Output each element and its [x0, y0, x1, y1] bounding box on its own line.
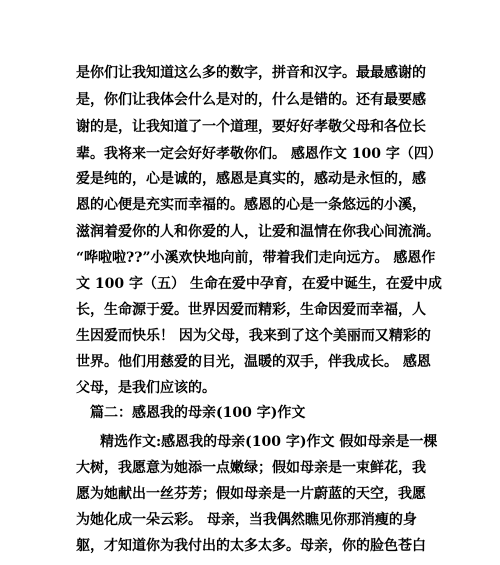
text-line: 是，你们让我体会什么是对的，什么是错的。还有最要感	[76, 92, 426, 108]
section-heading: 篇二：感恩我的母亲(100 字)作文	[90, 405, 306, 421]
text-line: 世界。他们用慈爱的目光，温暖的双手，伴我成长。 感恩	[76, 354, 431, 370]
text-line: “哗啦啦??”小溪欢快地向前，带着我们走向远方。 感恩作	[76, 250, 436, 266]
text-line: 长，生命源于爱。世界因爱而精彩，生命因爱而幸福，人	[76, 302, 426, 318]
text-line: 躯，才知道你为我付出的太多太多。母亲，你的脸色苍白	[76, 538, 426, 554]
text-line: 辈。我将来一定会好好孝敬你们。 感恩作文 100 字（四）	[76, 146, 442, 162]
text-line: 大树，我愿意为她添一点嫩绿；假如母亲是一束鲜花，我	[76, 460, 426, 476]
text-line: 滋润着爱你的人和你爱的人，让爱和温情在你我心间流淌。	[76, 224, 440, 240]
text-line: 为她化成一朵云彩。 母亲，当我偶然瞧见你那消瘦的身	[76, 512, 417, 528]
text-line: 精选作文:感恩我的母亲(100 字)作文 假如母亲是一棵	[100, 434, 438, 450]
text-line: 恩的心便是充实而幸福的。感恩的心是一条悠远的小溪，	[76, 197, 426, 213]
text-line: 爱是纯的，心是诚的，感恩是真实的，感动是永恒的，感	[76, 171, 426, 187]
text-line: 父母，是我们应该的。	[76, 380, 216, 396]
text-line: 谢的是，让我知道了一个道理，要好好孝敬父母和各位长	[76, 119, 426, 135]
text-line: 是你们让我知道这么多的数字，拼音和汉字。最最感谢的	[76, 65, 426, 81]
text-line: 生因爱而快乐！ 因为父母，我来到了这个美丽而又精彩的	[76, 328, 431, 344]
text-line: 愿为她献出一丝芬芳；假如母亲是一片蔚蓝的天空，我愿	[76, 486, 426, 502]
text-line: 文 100 字（五） 生命在爱中孕育，在爱中诞生，在爱中成	[76, 276, 442, 292]
